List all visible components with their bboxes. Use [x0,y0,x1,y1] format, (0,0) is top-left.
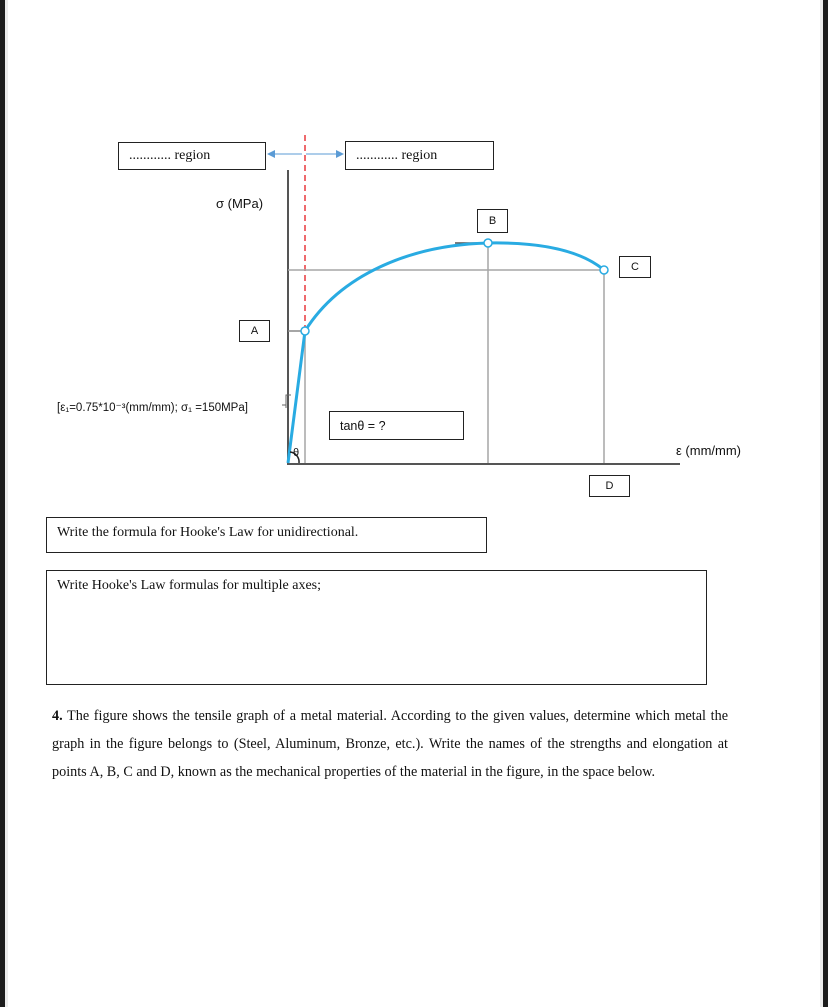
point-b-marker [484,239,492,247]
problem-number: 4. [52,708,63,724]
x-axis-label: ε (mm/mm) [676,443,741,458]
bracket-icon [282,395,291,408]
point-a-marker [301,327,309,335]
y-axis-label: σ (MPa) [216,196,264,211]
region-right-box[interactable] [345,141,494,170]
problem-4-text [52,702,728,786]
point-b-label: B [477,209,508,233]
given-values: [ε₁=0.75*10⁻³(mm/mm); σ₁ =150MPa] [57,402,248,414]
problem-body: The figure shows the tensile graph of a metal material. According to the given values, determine which metal the graph in the figure belongs to (Steel, Aluminum, Bronze, etc.). Write the names of the strengths and elongation at points A, B, C and D, known as the mechanical properties of the material in the figure, in the space below. [52,708,728,780]
point-c-label: C [619,256,651,278]
point-d-label: D [589,475,630,497]
region-left-text: ............ region [129,148,211,163]
region-left-box[interactable] [118,142,266,170]
hooke-unidirectional-answer-box[interactable]: Write the formula for Hooke's Law for unidirectional. [46,517,487,553]
tan-theta-box[interactable]: tanθ = ? [329,411,464,440]
point-a-label: A [239,320,270,342]
theta-label: θ [293,447,300,459]
hooke-multiaxial-answer-box[interactable]: Write Hooke's Law formulas for multiple axes; [46,570,707,685]
point-c-marker [600,266,608,274]
region-right-text: ............ region [356,147,438,163]
